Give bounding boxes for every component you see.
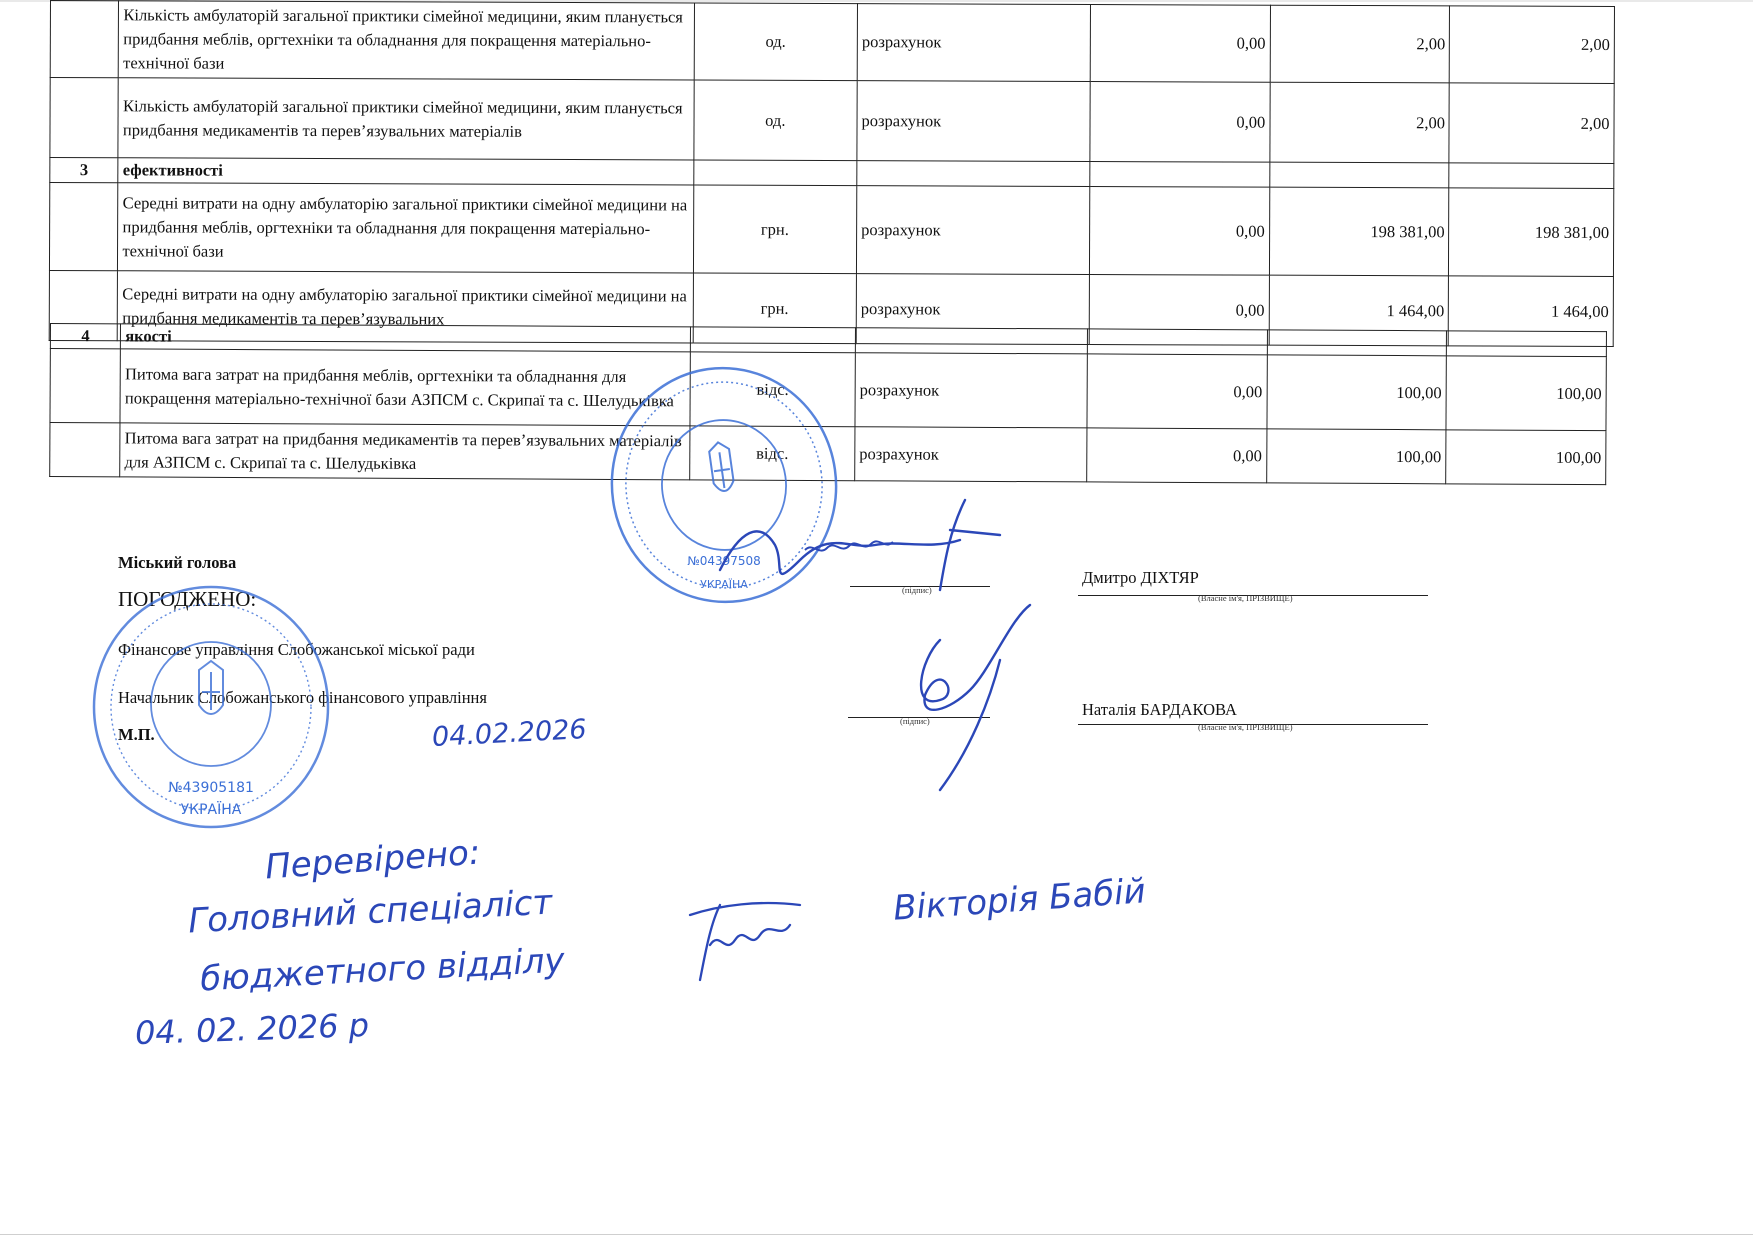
unit-cell: од. xyxy=(694,3,858,81)
indicator-name: Середні витрати на одну амбулаторію загальної приктики сімейної медицини на придбання меблів, оргтехніки та обладнання для покращення матеріально-технічної бази xyxy=(118,183,693,273)
empty-cell xyxy=(1088,329,1267,355)
source-cell: розрахунок xyxy=(856,274,1089,345)
handwritten-department: бюджетного відділу xyxy=(199,940,566,1000)
source-cell: розрахунок xyxy=(856,186,1089,275)
stamp-code-text: №43905181 xyxy=(168,780,254,796)
finance-head-title: Начальник Слобожанського фінансового управління xyxy=(118,688,487,707)
value-cell: 2,00 xyxy=(1449,83,1614,164)
value-cell: 0,00 xyxy=(1090,4,1270,82)
value-cell: 100,00 xyxy=(1266,429,1446,484)
value-cell: 0,00 xyxy=(1089,186,1269,275)
finance-head-name: Наталія БАРДАКОВА xyxy=(1082,700,1237,719)
mayor-name: Дмитро ДІХТЯР xyxy=(1082,568,1199,587)
name-caption: (Власне ім'я, ПРІЗВИЩЕ) xyxy=(1198,722,1293,732)
mayor-signature xyxy=(700,490,1020,600)
unit-cell: відс. xyxy=(690,426,855,481)
table-row xyxy=(50,78,1614,164)
table-row xyxy=(50,1,1614,84)
row-number xyxy=(49,183,118,271)
value-cell: 0,00 xyxy=(1089,274,1269,345)
indicator-name: Кількість амбулаторій загальної приктики сімейної медицини, яким планується придбання медикаментів та перев’язувальних матеріалів xyxy=(118,78,693,160)
source-cell: розрахунок xyxy=(857,4,1090,82)
name-caption: (Власне ім'я, ПРІЗВИЩЕ) xyxy=(1198,593,1293,603)
indicator-name: Кількість амбулаторій загальної приктики сімейної медицини, яким планується придбання меблів, оргтехніки та обладнання для покращення матеріально-технічної бази xyxy=(119,1,694,80)
signature-caption: (підпис) xyxy=(900,716,930,726)
empty-cell xyxy=(857,161,1090,187)
section-label: ефективності xyxy=(118,158,693,185)
empty-cell xyxy=(1449,163,1614,189)
source-cell: розрахунок xyxy=(857,81,1090,162)
mp-label: М.П. xyxy=(118,725,155,744)
agreed-label: ПОГОДЖЕНО: xyxy=(118,587,257,611)
value-cell: 0,00 xyxy=(1090,81,1270,162)
section-number: 3 xyxy=(50,158,119,183)
value-cell: 100,00 xyxy=(1267,355,1447,430)
handwritten-date-1: 04.02.2026 xyxy=(431,713,588,754)
signature-caption: (підпис) xyxy=(902,585,932,595)
stamp-country-text: УКРАЇНА xyxy=(180,802,242,818)
handwritten-position: Головний спеціаліст xyxy=(187,882,554,942)
empty-cell xyxy=(1090,161,1270,187)
finance-department-stamp xyxy=(86,582,336,837)
handwritten-signer-name: Вікторія Бабій xyxy=(891,871,1147,929)
indicator-name: Питома вага затрат на придбання меблів, оргтехніки та обладнання для покращення матеріально-технічної бази АЗПСМ с. Скрипаї та с. Шелудьківка xyxy=(120,349,690,426)
empty-cell xyxy=(1267,330,1446,356)
mayor-title: Міський голова xyxy=(118,553,237,572)
empty-cell xyxy=(690,327,855,353)
stamp-code-text: №04397508 xyxy=(687,554,761,568)
unit-cell: грн. xyxy=(693,185,857,274)
finance-department: Фінансове управління Слобожанської міської ради xyxy=(118,640,475,659)
empty-cell xyxy=(1446,331,1606,357)
unit-cell: відс. xyxy=(690,352,855,427)
value-cell: 198 381,00 xyxy=(1269,187,1449,276)
handwritten-date-2: 04. 02. 2026 р xyxy=(134,1005,370,1053)
unit-cell: од. xyxy=(693,80,857,161)
row-number xyxy=(50,78,119,158)
reviewer-signature xyxy=(680,885,810,995)
unit-cell: грн. xyxy=(693,273,857,344)
table-row xyxy=(49,183,1613,277)
value-cell: 0,00 xyxy=(1087,354,1267,429)
source-cell: розрахунок xyxy=(855,353,1088,428)
value-cell: 100,00 xyxy=(1446,356,1606,431)
empty-cell xyxy=(693,160,857,186)
handwritten-checked: Перевірено: xyxy=(263,832,482,888)
value-cell: 100,00 xyxy=(1446,430,1606,485)
row-number xyxy=(50,423,121,477)
scan-edge-bottom xyxy=(0,1234,1753,1235)
source-cell: розрахунок xyxy=(855,427,1088,482)
stamp-country-text: УКРАЇНА xyxy=(700,578,748,591)
value-cell: 1 464,00 xyxy=(1449,276,1614,347)
value-cell: 2,00 xyxy=(1270,5,1450,83)
indicator-name: Питома вага затрат на придбання медикаментів та перев’язувальних матеріалів для АЗПСМ с. Скрипаї та с. Шелудьківка xyxy=(120,423,690,480)
empty-cell xyxy=(1269,162,1449,188)
section-label: якості xyxy=(121,324,691,352)
finance-head-signature xyxy=(880,600,1080,800)
value-cell: 1 464,00 xyxy=(1269,275,1449,346)
value-cell: 198 381,00 xyxy=(1449,188,1614,277)
section-number: 4 xyxy=(50,324,120,349)
value-cell: 2,00 xyxy=(1270,82,1450,163)
indicator-name: Середні витрати на одну амбулаторію загальної приктики сімейної медицини на придбання медикаментів та перев’язувальних xyxy=(118,271,693,343)
value-cell: 0,00 xyxy=(1087,428,1267,483)
row-number xyxy=(50,1,119,78)
empty-cell xyxy=(855,328,1087,354)
indicators-table-upper xyxy=(49,0,1615,347)
value-cell: 2,00 xyxy=(1450,6,1615,84)
row-number xyxy=(50,349,121,423)
